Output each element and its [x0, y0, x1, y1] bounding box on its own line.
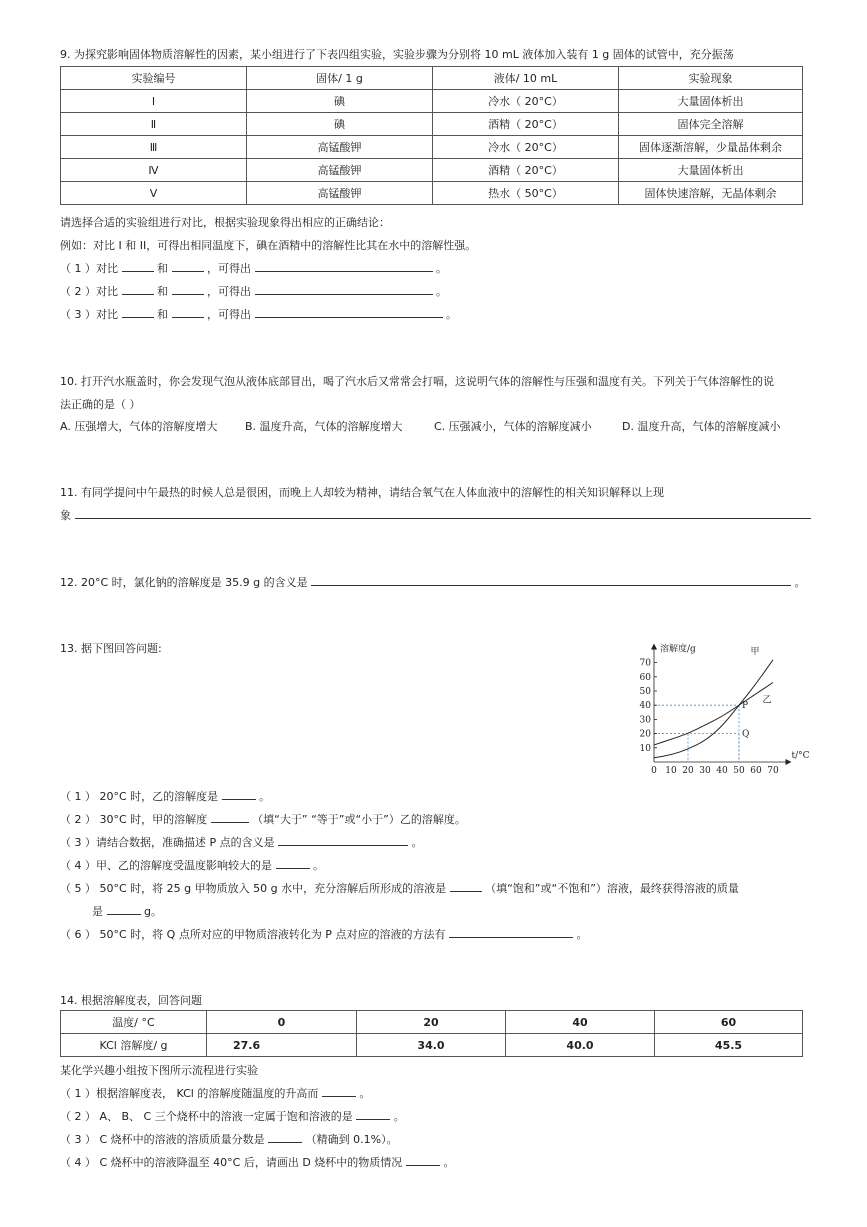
q13-sub2: （ 2 ） 30°C 时，甲的溶解度 （填“大于” “等于”或“小于”）乙的溶解度。: [60, 813, 466, 826]
answer-blank[interactable]: [122, 260, 154, 272]
table-row: [61, 159, 803, 182]
y-axis-arrow: [651, 644, 657, 650]
answer-blank[interactable]: [278, 834, 408, 846]
answer-blank[interactable]: [356, 1108, 390, 1120]
table-cell: 34.0: [357, 1034, 506, 1057]
table-header: 20: [357, 1011, 506, 1034]
table-header-row: [61, 1011, 803, 1034]
table-cell: 高锰酸钾: [247, 136, 433, 159]
table-row: [61, 182, 803, 205]
q9-stem: 9. 为探究影响固体物质溶解性的因素，某小组进行了下表四组实验，实验步骤为分别将 10 mL 液体加入装有 1 g 固体的试管中，充分振荡: [60, 48, 734, 61]
x-tick-label: 10: [665, 766, 677, 775]
answer-blank[interactable]: [107, 903, 141, 915]
x-tick-label: 70: [767, 766, 779, 775]
y-tick-label: 50: [639, 687, 651, 697]
answer-blank[interactable]: [255, 306, 443, 318]
x-axis-label: t/°C: [791, 751, 810, 761]
q14-table: [60, 1010, 803, 1057]
answer-blank[interactable]: [222, 788, 256, 800]
table-cell: Ⅲ: [61, 136, 247, 159]
table-cell: 固体逐渐溶解，少量晶体剩余: [619, 136, 803, 159]
q10-stem-line2: 法正确的是（ ）: [60, 398, 141, 411]
x-tick-label: 40: [716, 766, 728, 775]
answer-blank[interactable]: [406, 1154, 440, 1166]
table-cell: 高锰酸钾: [247, 159, 433, 182]
table-cell: 45.5: [655, 1034, 803, 1057]
q10-stem-line1: 10. 打开汽水瓶盖时，你会发现气泡从液体底部冒出，喝了汽水后又常常会打嗝，这说明气体的溶解性与压强和温度有关。下列关于气体溶解性的说: [60, 375, 774, 388]
option-b[interactable]: B. 温度升高，气体的溶解度增大: [245, 420, 403, 433]
table-cell: 酒精（ 20°C）: [433, 113, 619, 136]
table-cell: 热水（ 50°C）: [433, 182, 619, 205]
table-cell: KCl 溶解度/ g: [61, 1034, 207, 1057]
option-c[interactable]: C. 压强减小，气体的溶解度减小: [434, 420, 592, 433]
table-cell: 固体完全溶解: [619, 113, 803, 136]
table-header: 40: [506, 1011, 655, 1034]
q9-example: 例如：对比 I 和 II，可得出相同温度下，碘在酒精中的溶解性比其在水中的溶解性强。: [60, 239, 477, 252]
q11-stem-line1: 11. 有同学提问中午最热的时候人总是很困，而晚上人却较为精神，请结合氧气在人体血液中的溶解性的相关知识解释以上现: [60, 486, 664, 499]
table-cell: Ⅰ: [61, 90, 247, 113]
q14-sub3: （ 3 ） C 烧杯中的溶液的溶质质量分数是 （精确到 0.1%）。: [60, 1133, 398, 1146]
q13-sub6: （ 6 ） 50°C 时，将 Q 点所对应的甲物质溶液转化为 P 点对应的溶液的方法有 。: [60, 928, 588, 941]
q9-prompt: 请选择合适的实验组进行对比，根据实验现象得出相应的正确结论：: [60, 216, 390, 229]
table-cell: 高锰酸钾: [247, 182, 433, 205]
answer-blank[interactable]: [172, 260, 204, 272]
table-header: 0: [207, 1011, 357, 1034]
answer-blank[interactable]: [255, 260, 433, 272]
answer-blank[interactable]: [268, 1131, 302, 1143]
series-line: [654, 660, 773, 758]
q9-table: [60, 66, 803, 205]
q13-sub4: （ 4 ）甲、乙的溶解度受温度影响较大的是 。: [60, 859, 324, 872]
q9-sub2: （ 2 ）对比 和 ，可得出 。: [60, 285, 447, 298]
q11-stem-line2: 象: [60, 507, 811, 523]
table-cell: 大量固体析出: [619, 90, 803, 113]
table-header: 实验编号: [61, 67, 247, 90]
table-cell: 固体快速溶解，无晶体剩余: [619, 182, 803, 205]
table-cell: Ⅱ: [61, 113, 247, 136]
x-tick-label: 0: [651, 766, 657, 775]
q13-sub5: （ 5 ） 50°C 时，将 25 g 甲物质放入 50 g 水中，充分溶解后所形成的溶液是 （填“饱和”或“不饱和”）溶液，最终获得溶液的质量: [60, 882, 739, 895]
answer-blank[interactable]: [449, 926, 573, 938]
table-row: [61, 90, 803, 113]
table-row: [61, 1034, 803, 1057]
answer-blank[interactable]: [322, 1085, 356, 1097]
q14-sub2: （ 2 ） A、 B、 C 三个烧杯中的溶液一定属于饱和溶液的是 。: [60, 1110, 405, 1123]
y-tick-label: 60: [639, 672, 651, 683]
table-cell: 碘: [247, 90, 433, 113]
y-tick-label: 20: [639, 729, 651, 740]
answer-blank[interactable]: [276, 857, 310, 869]
x-tick-label: 20: [682, 766, 694, 775]
table-row: [61, 136, 803, 159]
table-cell: 大量固体析出: [619, 159, 803, 182]
y-axis-label: 溶解度/g: [660, 644, 696, 655]
y-tick-label: 70: [639, 658, 651, 669]
y-tick-label: 30: [639, 715, 651, 726]
table-header: 60: [655, 1011, 803, 1034]
q9-sub1: （ 1 ）对比 和 ，可得出 。: [60, 262, 447, 275]
table-header: 液体/ 10 mL: [433, 67, 619, 90]
q13-sub3: （ 3 ）请结合数据，准确描述 P 点的含义是 。: [60, 836, 423, 849]
q13-sub1: （ 1 ） 20°C 时，乙的溶解度是 。: [60, 790, 271, 803]
point-label: P: [742, 701, 749, 712]
q13-stem: 13. 据下图回答问题:: [60, 642, 162, 655]
option-d[interactable]: D. 温度升高，气体的溶解度减小: [622, 420, 781, 433]
answer-blank[interactable]: [122, 306, 154, 318]
table-cell: 40.0: [506, 1034, 655, 1057]
answer-blank[interactable]: [255, 283, 433, 295]
solubility-curve-chart: [628, 630, 818, 775]
table-cell: Ⅴ: [61, 182, 247, 205]
table-header: 固体/ 1 g: [247, 67, 433, 90]
answer-blank[interactable]: [75, 507, 811, 519]
answer-blank[interactable]: [122, 283, 154, 295]
table-header: 温度/ °C: [61, 1011, 207, 1034]
q14-intro: 某化学兴趣小组按下图所示流程进行实验: [60, 1064, 258, 1077]
table-cell: Ⅳ: [61, 159, 247, 182]
answer-blank[interactable]: [450, 880, 482, 892]
series-name-label: 乙: [762, 695, 772, 706]
x-tick-label: 60: [750, 766, 762, 775]
point-label: Q: [742, 729, 750, 740]
q14-stem: 14. 根据溶解度表，回答问题: [60, 994, 202, 1007]
q12-stem: 12. 20°C 时，氯化钠的溶解度是 35.9 g 的含义是 。: [60, 576, 806, 589]
table-header-row: [61, 67, 803, 90]
table-cell: 碘: [247, 113, 433, 136]
series-name-label: 甲: [750, 646, 760, 657]
q13-sub5-cont: 是 g。: [92, 905, 162, 918]
table-cell: 酒精（ 20°C）: [433, 159, 619, 182]
answer-blank[interactable]: [172, 306, 204, 318]
answer-blank[interactable]: [172, 283, 204, 295]
y-tick-label: 10: [639, 743, 651, 754]
answer-blank[interactable]: [311, 574, 791, 586]
x-tick-label: 50: [733, 766, 745, 775]
q9-sub3: （ 3 ）对比 和 ，可得出 。: [60, 308, 457, 321]
option-a[interactable]: A. 压强增大，气体的溶解度增大: [60, 420, 218, 433]
table-header: 实验现象: [619, 67, 803, 90]
table-cell: 冷水（ 20°C）: [433, 90, 619, 113]
answer-blank[interactable]: [211, 811, 249, 823]
table-cell: 27.6: [207, 1034, 357, 1057]
table-row: [61, 113, 803, 136]
q14-sub4: （ 4 ） C 烧杯中的溶液降温至 40°C 后，请画出 D 烧杯中的物质情况 。: [60, 1156, 455, 1169]
y-tick-label: 40: [639, 701, 651, 712]
q14-sub1: （ 1 ）根据溶解度表， KCl 的溶解度随温度的升高而 。: [60, 1087, 371, 1100]
table-cell: 冷水（ 20°C）: [433, 136, 619, 159]
x-tick-label: 30: [699, 766, 711, 775]
series-line: [654, 682, 773, 744]
